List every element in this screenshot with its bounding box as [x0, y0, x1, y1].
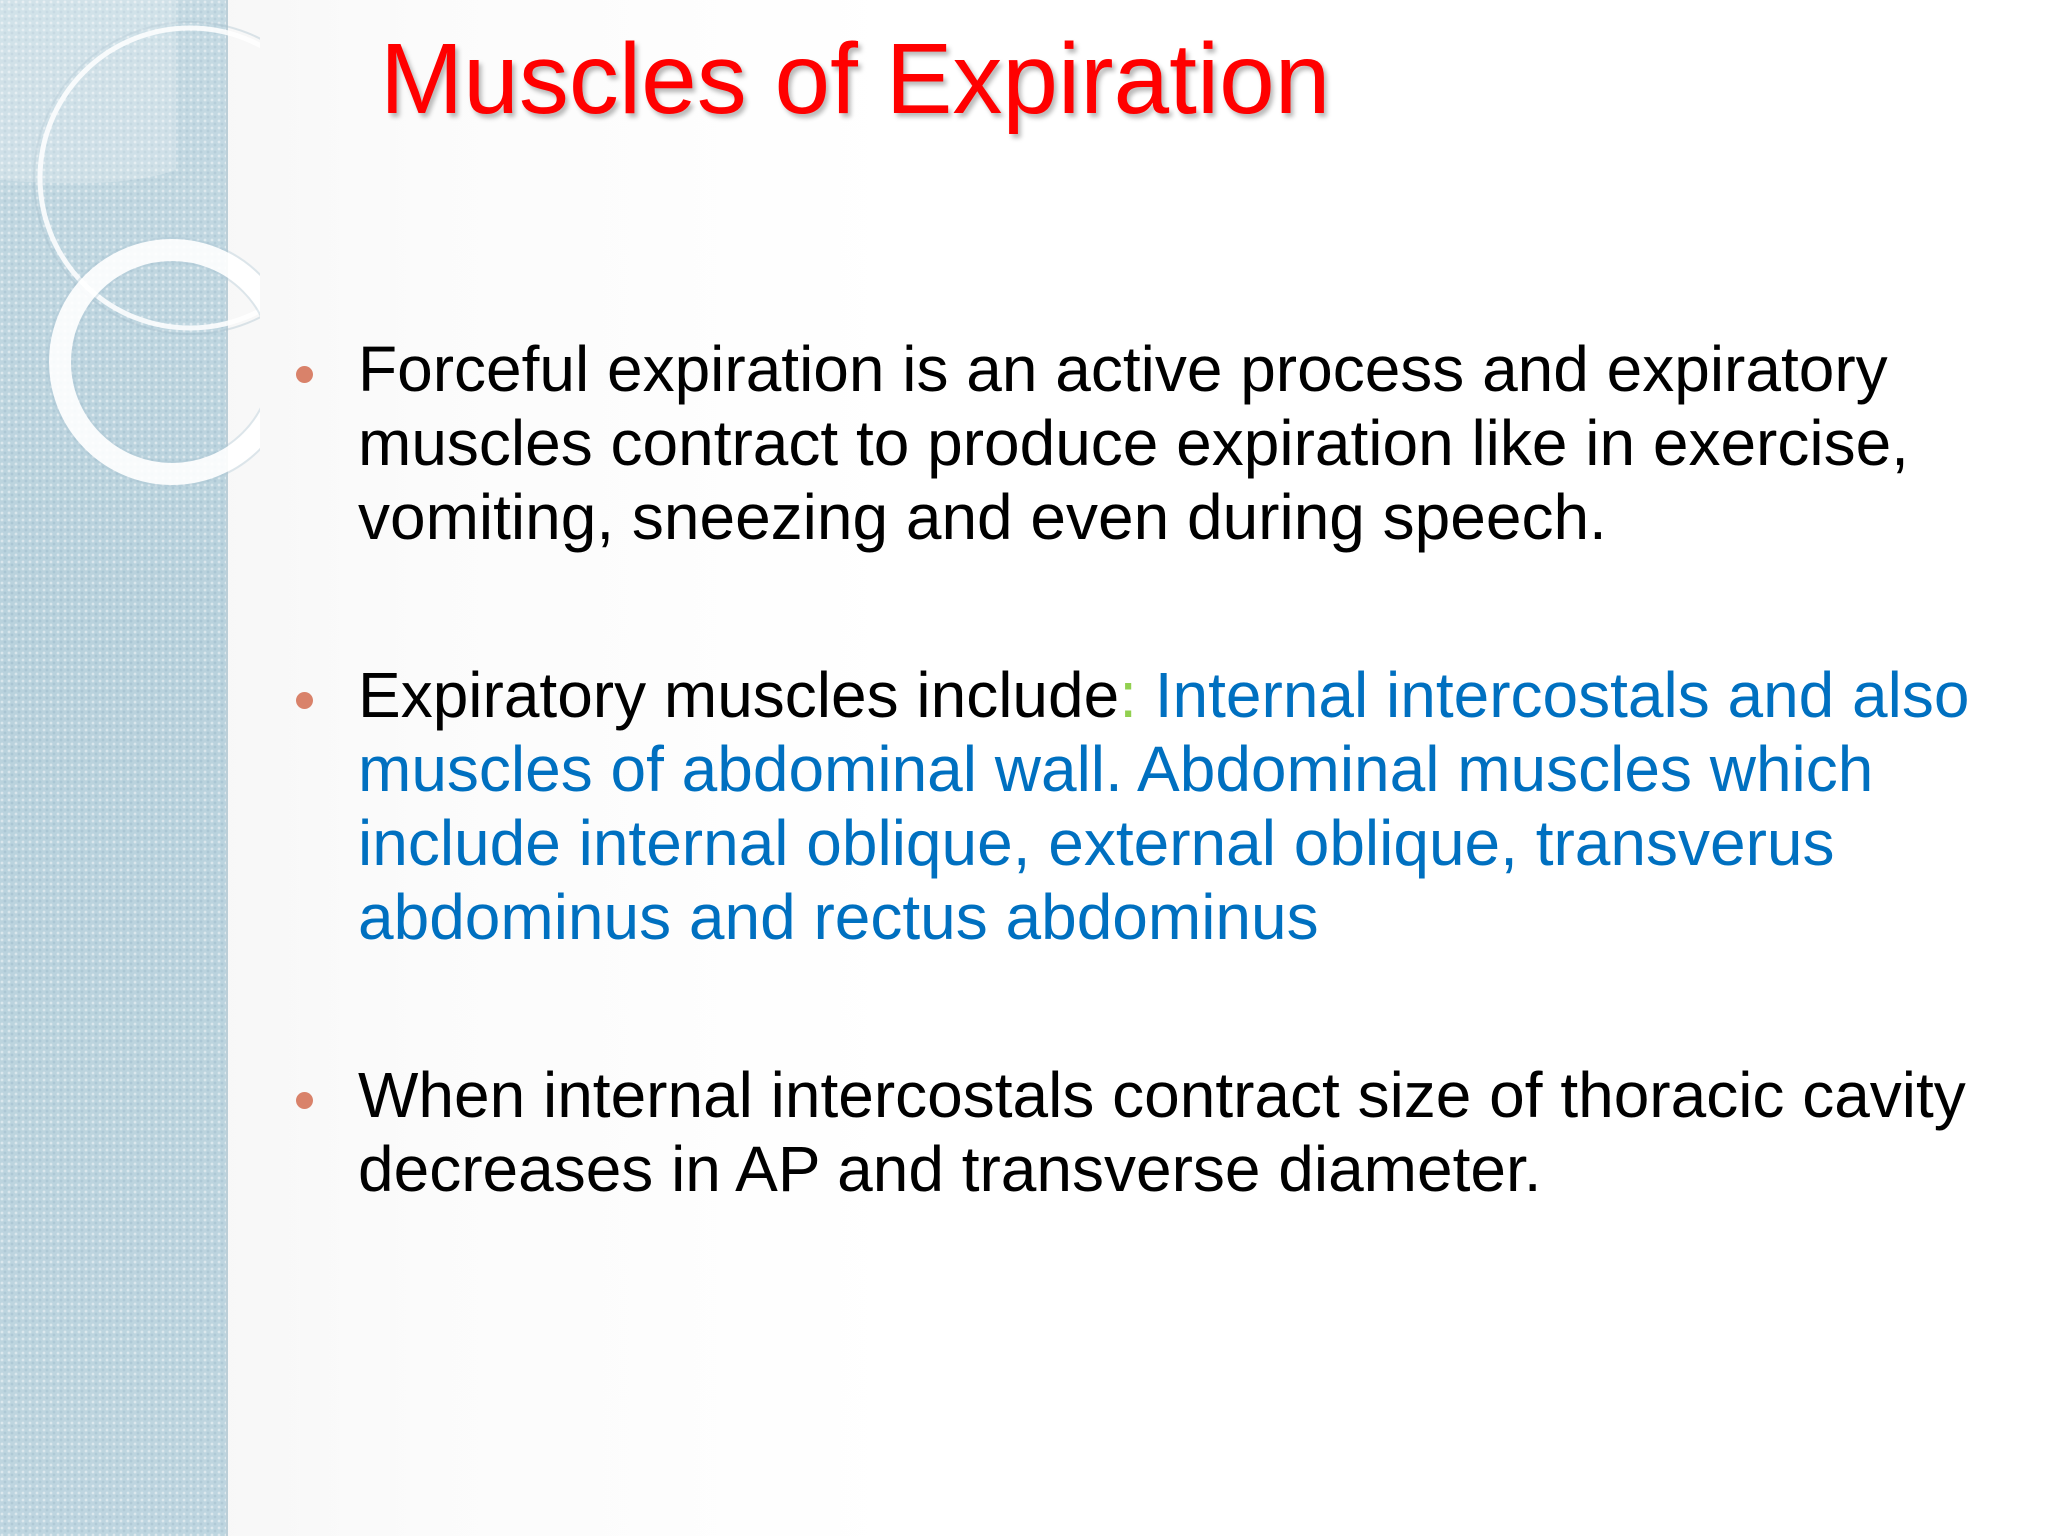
bullet-item — [358, 1058, 2018, 1206]
bullet-text: When internal intercostals contract size of thoracic cavity decreases in AP and transverse diameter. — [358, 1059, 1966, 1205]
bullet-item — [358, 658, 2018, 954]
bullet-icon — [296, 692, 313, 709]
bullet-icon — [296, 366, 313, 383]
bullet-colon: : — [1119, 659, 1137, 731]
bullet-highlight-text: Internal intercostals and also muscles of abdominal wall. Abdominal muscles which include internal oblique, external oblique, transverus abdominus and rectus abdominus — [358, 659, 1970, 953]
bullet-list — [358, 332, 2018, 1206]
bullet-icon — [296, 1092, 313, 1109]
bullet-item — [358, 332, 2018, 554]
bullet-text — [358, 658, 2018, 954]
bullet-text: Forceful expiration is an active process and expiratory muscles contract to produce expiration like in exercise, vomiting, sneezing and even during speech. — [358, 333, 1909, 553]
decorative-rings — [0, 0, 260, 520]
bullet-lead-text: Expiratory muscles include — [358, 659, 1120, 731]
slide-title: Muscles of Expiration — [380, 23, 1331, 135]
